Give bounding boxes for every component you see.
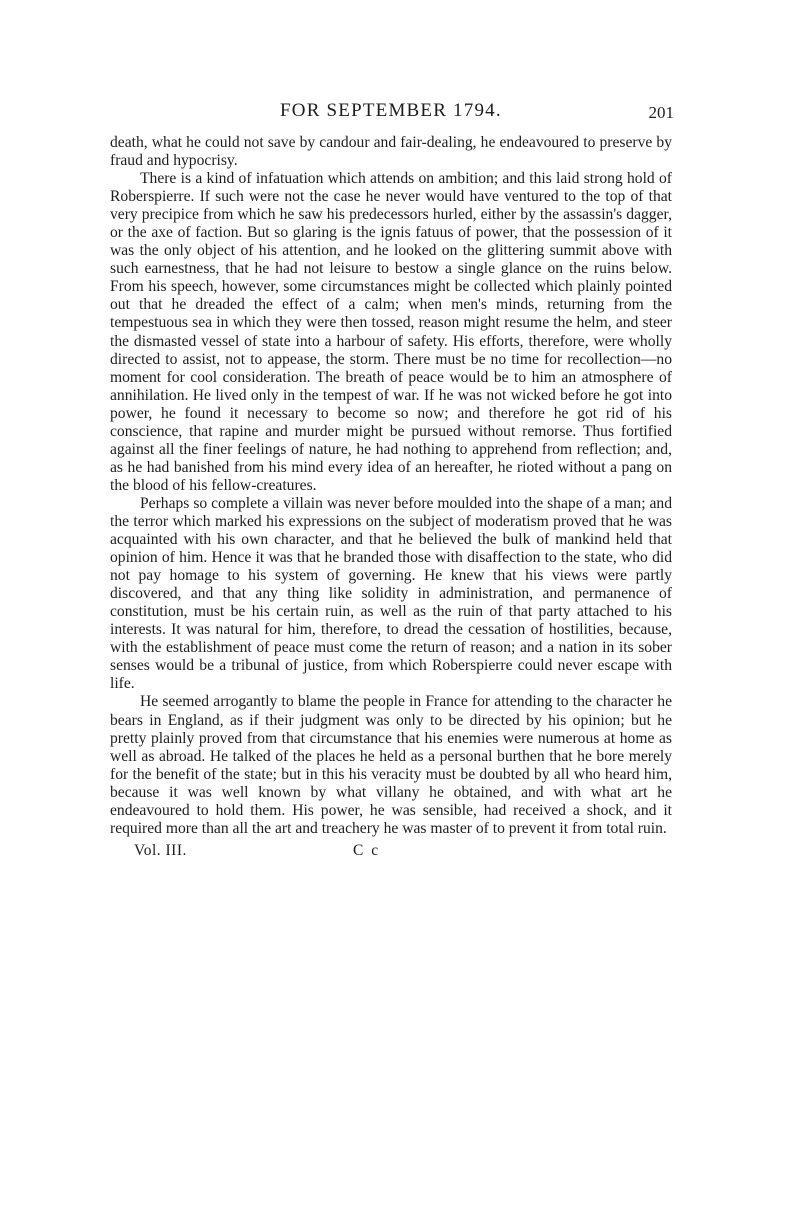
paragraph-continuation: death, what he could not save by candour and fair-dealing, he endeavoured to preserve by fraud and hypocrisy. [110, 134, 672, 170]
body-text [110, 134, 672, 838]
paragraph-villain: Perhaps so complete a villain was never before moulded into the shape of a man; and the terror which marked his expressions on the subject of moderatism proved that he was acquainted with his own character, and that he believed the bulk of mankind held that opinion of him. Hence it was that he branded those with disaffection to the state, who did not pay homage to his system of governing. He knew that his views were partly discovered, and that any thing like solidity in administration, and permanence of constitution, must be his certain ruin, as well as the ruin of that party attached to his interests. It was natural for him, therefore, to dread the cessation of hostilities, because, with the establishment of peace must come the return of reason; and a nation in its sober senses would be a tribunal of justice, from which Roberspierre could never escape with life. [110, 494, 672, 693]
page-number: 201 [648, 103, 674, 122]
paragraph-ambition: There is a kind of infatuation which attends on ambition; and this laid strong hold of Roberspierre. If such were not the case he never would have ventured to the top of that very precipice from which he saw his predecessors hurled, either by the assassin's dagger, or the axe of faction. But so glaring is the ignis fatuus of power, that the possession of it was the only object of his attention, and he looked on the glittering summit above with such earnestness, that he had not leisure to bestow a single glance on the ruins below. From his speech, however, some circumstances might be collected which plainly pointed out that he dreaded the effect of a calm; when men's minds, returning from the tempestuous sea in which they were then tossed, reason might resume the helm, and steer the dismasted vessel of state into a harbour of safety. His efforts, therefore, were wholly directed to assist, not to appease, the storm. There must be no time for recollection—no moment for cool consideration. The breath of peace would be to him an atmosphere of annihilation. He lived only in the tempest of war. If he was not wicked before he got into power, he found it necessary to become so now; and therefore he got rid of his conscience, that rapine and murder might be pursued without remorse. Thus fortified against all the finer feelings of nature, he had nothing to apprehend from reflection; and, as he had banished from his mind every idea of an hereafter, he rioted without a pang on the blood of his fellow-creatures. [110, 170, 672, 494]
volume-label: Vol. III. [134, 841, 187, 859]
signature-mark: C c [353, 841, 381, 859]
running-head [110, 100, 672, 134]
paragraph-arrogance: He seemed arrogantly to blame the people in France for attending to the character he bears in England, as if their judgment was only to be directed by his opinion; but he pretty plainly proved from that circumstance that his enemies were numerous at home as well as abroad. He talked of the places he held as a personal burthen that he bore merely for the benefit of the state; but in this his veracity must be doubted by all who heard him, because it was well known by what villany he obtained, and with what art he endeavoured to hold them. His power, he was sensible, had received a shock, and it required more than all the art and treachery he was master of to prevent it from total ruin. [110, 693, 672, 837]
page-footer [110, 842, 672, 864]
running-title: FOR SEPTEMBER 1794. [280, 100, 502, 121]
book-page [110, 100, 672, 864]
